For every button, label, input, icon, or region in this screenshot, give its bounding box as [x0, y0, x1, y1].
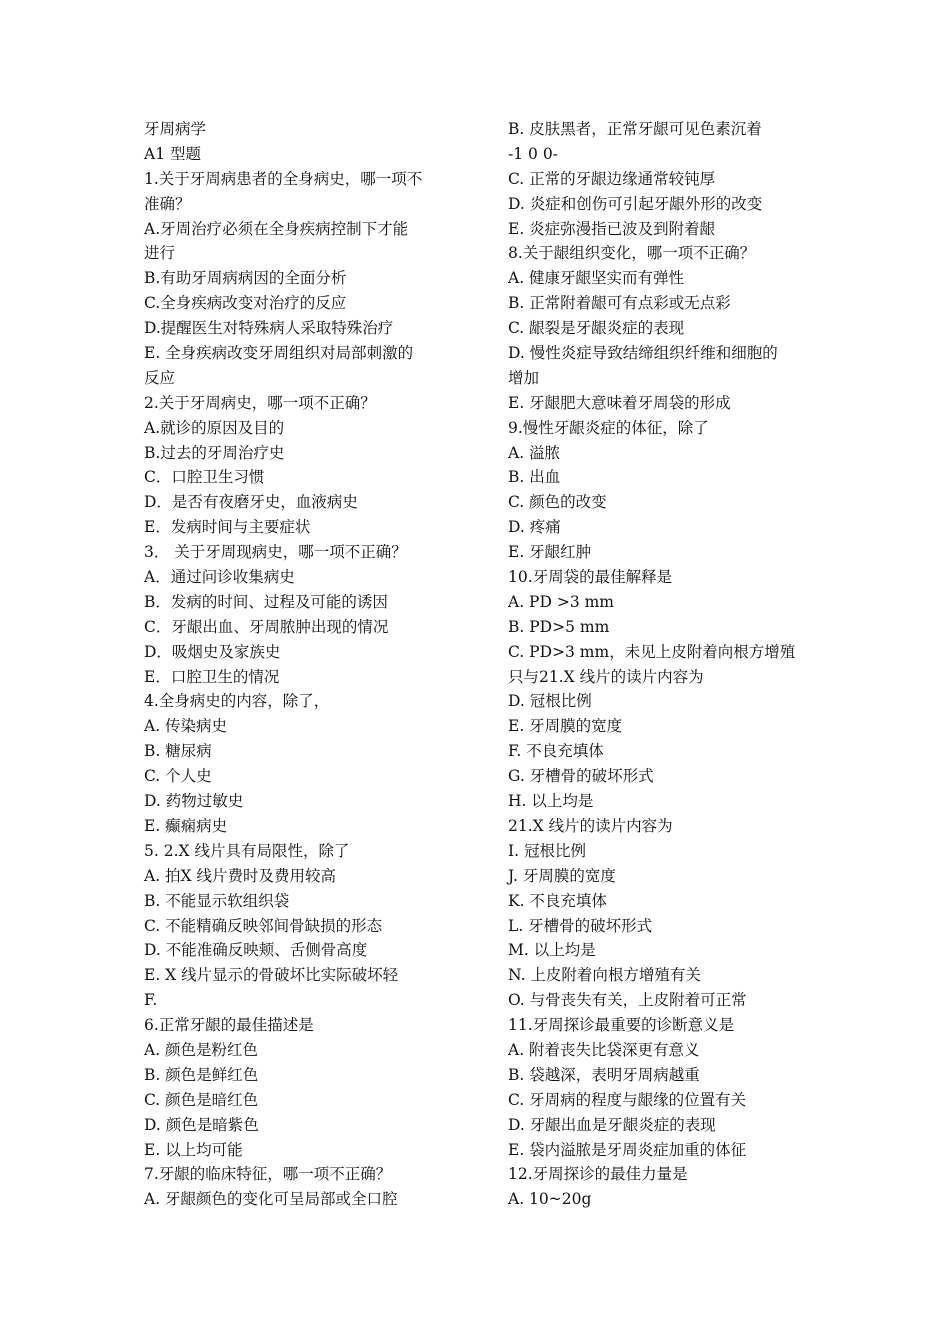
text-line: 反应 [144, 368, 176, 387]
text-line: C. 龈裂是牙龈炎症的表现 [508, 319, 685, 338]
text-line: B. 袋越深，表明牙周病越重 [508, 1065, 700, 1084]
right-column [508, 117, 808, 1212]
text-line: D. 不能准确反映颊、舌侧骨高度 [144, 941, 368, 960]
text-line: N. 上皮附着向根方增殖有关 [508, 966, 701, 985]
text-line: E．发病时间与主要症状 [144, 518, 311, 537]
text-line: A. 传染病史 [144, 717, 228, 736]
text-line: H. 以上均是 [508, 792, 594, 811]
text-line: A1 型题 [144, 144, 201, 163]
text-line: B. 不能显示软组织袋 [144, 891, 290, 910]
text-line: B. 皮肤黑者，正常牙龈可见色素沉着 [508, 120, 762, 138]
text-line: A.牙周治疗必须在全身疾病控制下才能 [144, 219, 409, 238]
text-line: E. 全身疾病改变牙周组织对局部刺激的 [144, 344, 414, 363]
text-line: D．吸烟史及家族史 [144, 642, 281, 661]
text-line: 21.X 线片的读片内容为 [508, 816, 673, 835]
text-line: D．是否有夜磨牙史，血液病史 [144, 493, 358, 512]
left-column [144, 117, 444, 1212]
text-line: I. 冠根比例 [508, 841, 586, 860]
text-line: B. 正常附着龈可有点彩或无点彩 [508, 294, 731, 313]
text-line: C.全身疾病改变对治疗的反应 [144, 294, 347, 313]
text-line: 1.关于牙周病患者的全身病史，哪一项不 [144, 169, 423, 188]
text-line: A. 拍X 线片费时及费用较高 [144, 866, 337, 885]
text-line: E. 以上均可能 [144, 1140, 243, 1159]
text-line: D. 药物过敏史 [144, 792, 244, 811]
text-line: D.提醒医生对特殊病人采取特殊治疗 [144, 319, 394, 338]
text-line: C. 个人史 [144, 767, 212, 786]
text-line: 增加 [508, 368, 540, 387]
text-line: B. PD>5 mm [508, 617, 610, 636]
text-line: M. 以上均是 [508, 941, 596, 960]
text-line: C. PD>3 mm，未见上皮附着向根方增殖 [508, 642, 796, 661]
text-line: E. 牙龈肥大意味着牙周袋的形成 [508, 393, 731, 412]
text-line: G. 牙槽骨的破坏形式 [508, 767, 654, 786]
text-line: B. 出血 [508, 468, 561, 487]
text-line: A．通过问诊收集病史 [144, 568, 295, 587]
text-line: E. 牙龈红肿 [508, 543, 592, 562]
text-line: 3． 关于牙周现病史，哪一项不正确？ [144, 543, 407, 562]
text-line: A. 附着丧失比袋深更有意义 [508, 1040, 700, 1059]
text-line: 5. 2.X 线片具有局限性，除了 [144, 841, 350, 860]
text-line: C. 颜色的改变 [508, 493, 607, 512]
text-line: J. 牙周膜的宽度 [508, 866, 616, 885]
text-line: D. 慢性炎症导致结缔组织纤维和细胞的 [508, 344, 778, 363]
text-line: 准确？ [144, 194, 191, 213]
text-line: B.有助牙周病病因的全面分析 [144, 269, 347, 288]
text-line: E. 炎症弥漫指已波及到附着龈 [508, 219, 716, 238]
text-line: 9.慢性牙龈炎症的体征，除了 [508, 418, 709, 437]
text-line: C. 颜色是暗红色 [144, 1090, 259, 1109]
text-line: 10.牙周袋的最佳解释是 [508, 568, 673, 587]
text-line: 12.牙周探诊的最佳力量是 [508, 1165, 688, 1184]
text-line: 进行 [144, 244, 176, 263]
text-line: A. 颜色是粉红色 [144, 1040, 259, 1059]
text-line: B.过去的牙周治疗史 [144, 443, 285, 462]
text-line: 11.牙周探诊最重要的诊断意义是 [508, 1016, 735, 1035]
text-line: E. 牙周膜的宽度 [508, 717, 623, 736]
text-line: 只与21.X 线片的读片内容为 [508, 667, 704, 686]
text-line: B. 颜色是鲜红色 [144, 1065, 259, 1084]
text-line: A. 牙龈颜色的变化可呈局部或全口腔 [144, 1190, 398, 1209]
text-line: D. 牙龈出血是牙龈炎症的表现 [508, 1115, 716, 1134]
text-line: E. 癫痫病史 [144, 816, 228, 835]
text-line: D. 冠根比例 [508, 692, 592, 711]
text-line: 牙周病学 [144, 120, 207, 138]
text-line: A.就诊的原因及目的 [144, 418, 285, 437]
text-line: E. X 线片显示的骨破坏比实际破坏轻 [144, 966, 399, 985]
text-line: C．牙龈出血、牙周脓肿出现的情况 [144, 617, 389, 636]
text-line: B．发病的时间、过程及可能的诱因 [144, 592, 388, 611]
text-line: K. 不良充填体 [508, 891, 607, 910]
text-line: A. 10~20g [508, 1190, 592, 1209]
text-line: -1 0 0- [508, 144, 558, 163]
text-line: A. 溢脓 [508, 443, 561, 462]
text-line: D. 炎症和创伤可引起牙龈外形的改变 [508, 194, 763, 213]
text-line: 7.牙龈的临床特征，哪一项不正确？ [144, 1165, 392, 1184]
text-line: C. 牙周病的程度与龈缘的位置有关 [508, 1090, 747, 1109]
text-line: L. 牙槽骨的破坏形式 [508, 916, 653, 935]
text-line: E．口腔卫生的情况 [144, 667, 280, 686]
text-line: 4.全身病史的内容，除了， [144, 692, 330, 711]
text-line: A. PD >3 mm [508, 592, 615, 611]
text-line: O. 与骨丧失有关，上皮附着可正常 [508, 991, 747, 1010]
text-line: D. 颜色是暗紫色 [144, 1115, 259, 1134]
text-line: B. 糖尿病 [144, 742, 212, 761]
text-line: A. 健康牙龈坚实而有弹性 [508, 269, 685, 288]
text-line: 6.正常牙龈的最佳描述是 [144, 1016, 314, 1035]
text-line: 2.关于牙周病史，哪一项不正确？ [144, 393, 376, 412]
text-line: F. 不良充填体 [508, 742, 604, 761]
text-line: C. 不能精确反映邻间骨缺损的形态 [144, 916, 383, 935]
text-line: D. 疼痛 [508, 518, 561, 537]
text-line: 8.关于龈组织变化，哪一项不正确？ [508, 244, 756, 263]
text-line: F. [144, 991, 158, 1010]
text-line: C．口腔卫生习惯 [144, 468, 265, 487]
text-line: C. 正常的牙龈边缘通常较钝厚 [508, 169, 716, 188]
text-line: E. 袋内溢脓是牙周炎症加重的体征 [508, 1140, 747, 1159]
